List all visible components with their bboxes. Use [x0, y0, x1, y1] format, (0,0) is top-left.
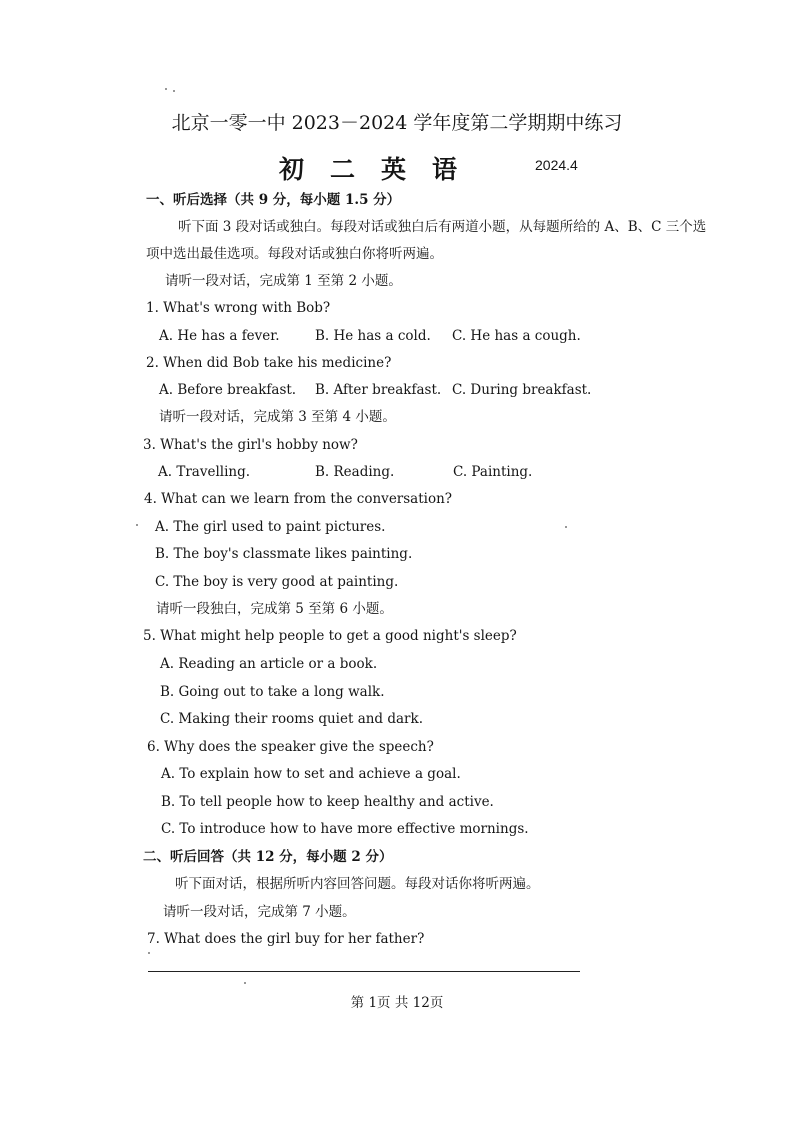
question-4-option-a: A. The girl used to paint pictures.	[155, 519, 386, 535]
page-title: 北京一零一中 2023－2024 学年度第二学期期中练习	[171, 112, 623, 134]
question-2-stem: 2. When did Bob take his medicine?	[146, 355, 392, 371]
footer-divider	[148, 971, 580, 972]
question-2-option-a: A. Before breakfast.	[159, 382, 297, 398]
question-4-option-c: C. The boy is very good at painting.	[155, 574, 399, 590]
section2-instruction: 听下面对话，根据所听内容回答问题。每段对话你将听两遍。	[175, 876, 540, 892]
section1-heading: 一、听后选择（共 9 分，每小题 1.5 分）	[146, 192, 401, 208]
question-6-option-c: C. To introduce how to have more effective mornings.	[161, 821, 529, 837]
section2-heading: 二、听后回答（共 12 分，每小题 2 分）	[143, 849, 393, 865]
scan-speck	[244, 982, 246, 984]
question-1-option-a: A. He has a fever.	[159, 328, 280, 344]
question-5-option-a: A. Reading an article or a book.	[160, 656, 378, 672]
question-4-option-b: B. The boy's classmate likes painting.	[155, 546, 413, 562]
question-4-stem: 4. What can we learn from the conversation?	[144, 491, 453, 507]
scan-speck	[173, 90, 175, 92]
section1-instruction-line2: 项中选出最佳选项。每段对话或独白你将听两遍。	[146, 246, 443, 262]
subject-heading: 初二英语	[279, 155, 484, 184]
question-2-option-b: B. After breakfast.	[315, 382, 442, 398]
question-1-stem: 1. What's wrong with Bob?	[146, 300, 331, 316]
question-3-option-b: B. Reading.	[315, 464, 395, 480]
scan-speck	[565, 526, 567, 528]
question-6-option-a: A. To explain how to set and achieve a goal.	[161, 766, 461, 782]
question-1-option-b: B. He has a cold.	[315, 328, 431, 344]
scan-speck	[165, 88, 167, 90]
question-2-option-c: C. During breakfast.	[452, 382, 592, 398]
question-3-stem: 3. What's the girl's hobby now?	[143, 437, 358, 453]
question-6-option-b: B. To tell people how to keep healthy and active.	[161, 794, 494, 810]
question-3-option-a: A. Travelling.	[158, 464, 251, 480]
question-6-stem: 6. Why does the speaker give the speech?	[147, 739, 434, 755]
question-7-stem: 7. What does the girl buy for her father?	[147, 931, 425, 947]
question-5-option-b: B. Going out to take a long walk.	[160, 684, 385, 700]
passage3-note: 请听一段独白，完成第 5 至第 6 小题。	[156, 601, 393, 617]
section2-passage-note: 请听一段对话，完成第 7 小题。	[163, 904, 356, 920]
passage2-note: 请听一段对话，完成第 3 至第 4 小题。	[159, 409, 396, 425]
scan-speck	[148, 952, 150, 954]
page-number: 第 1页 共 12页	[350, 995, 444, 1011]
question-1-option-c: C. He has a cough.	[452, 328, 581, 344]
passage1-note: 请听一段对话，完成第 1 至第 2 小题。	[165, 273, 402, 289]
question-5-option-c: C. Making their rooms quiet and dark.	[160, 711, 423, 727]
question-3-option-c: C. Painting.	[453, 464, 533, 480]
question-5-stem: 5. What might help people to get a good night's sleep?	[143, 628, 517, 644]
exam-date: 2024.4	[535, 157, 578, 173]
section1-instruction-line1: 听下面 3 段对话或独白。每段对话或独白后有两道小题，从每题所给的 A、B、C 三个选	[178, 219, 707, 235]
scan-speck	[136, 524, 138, 526]
